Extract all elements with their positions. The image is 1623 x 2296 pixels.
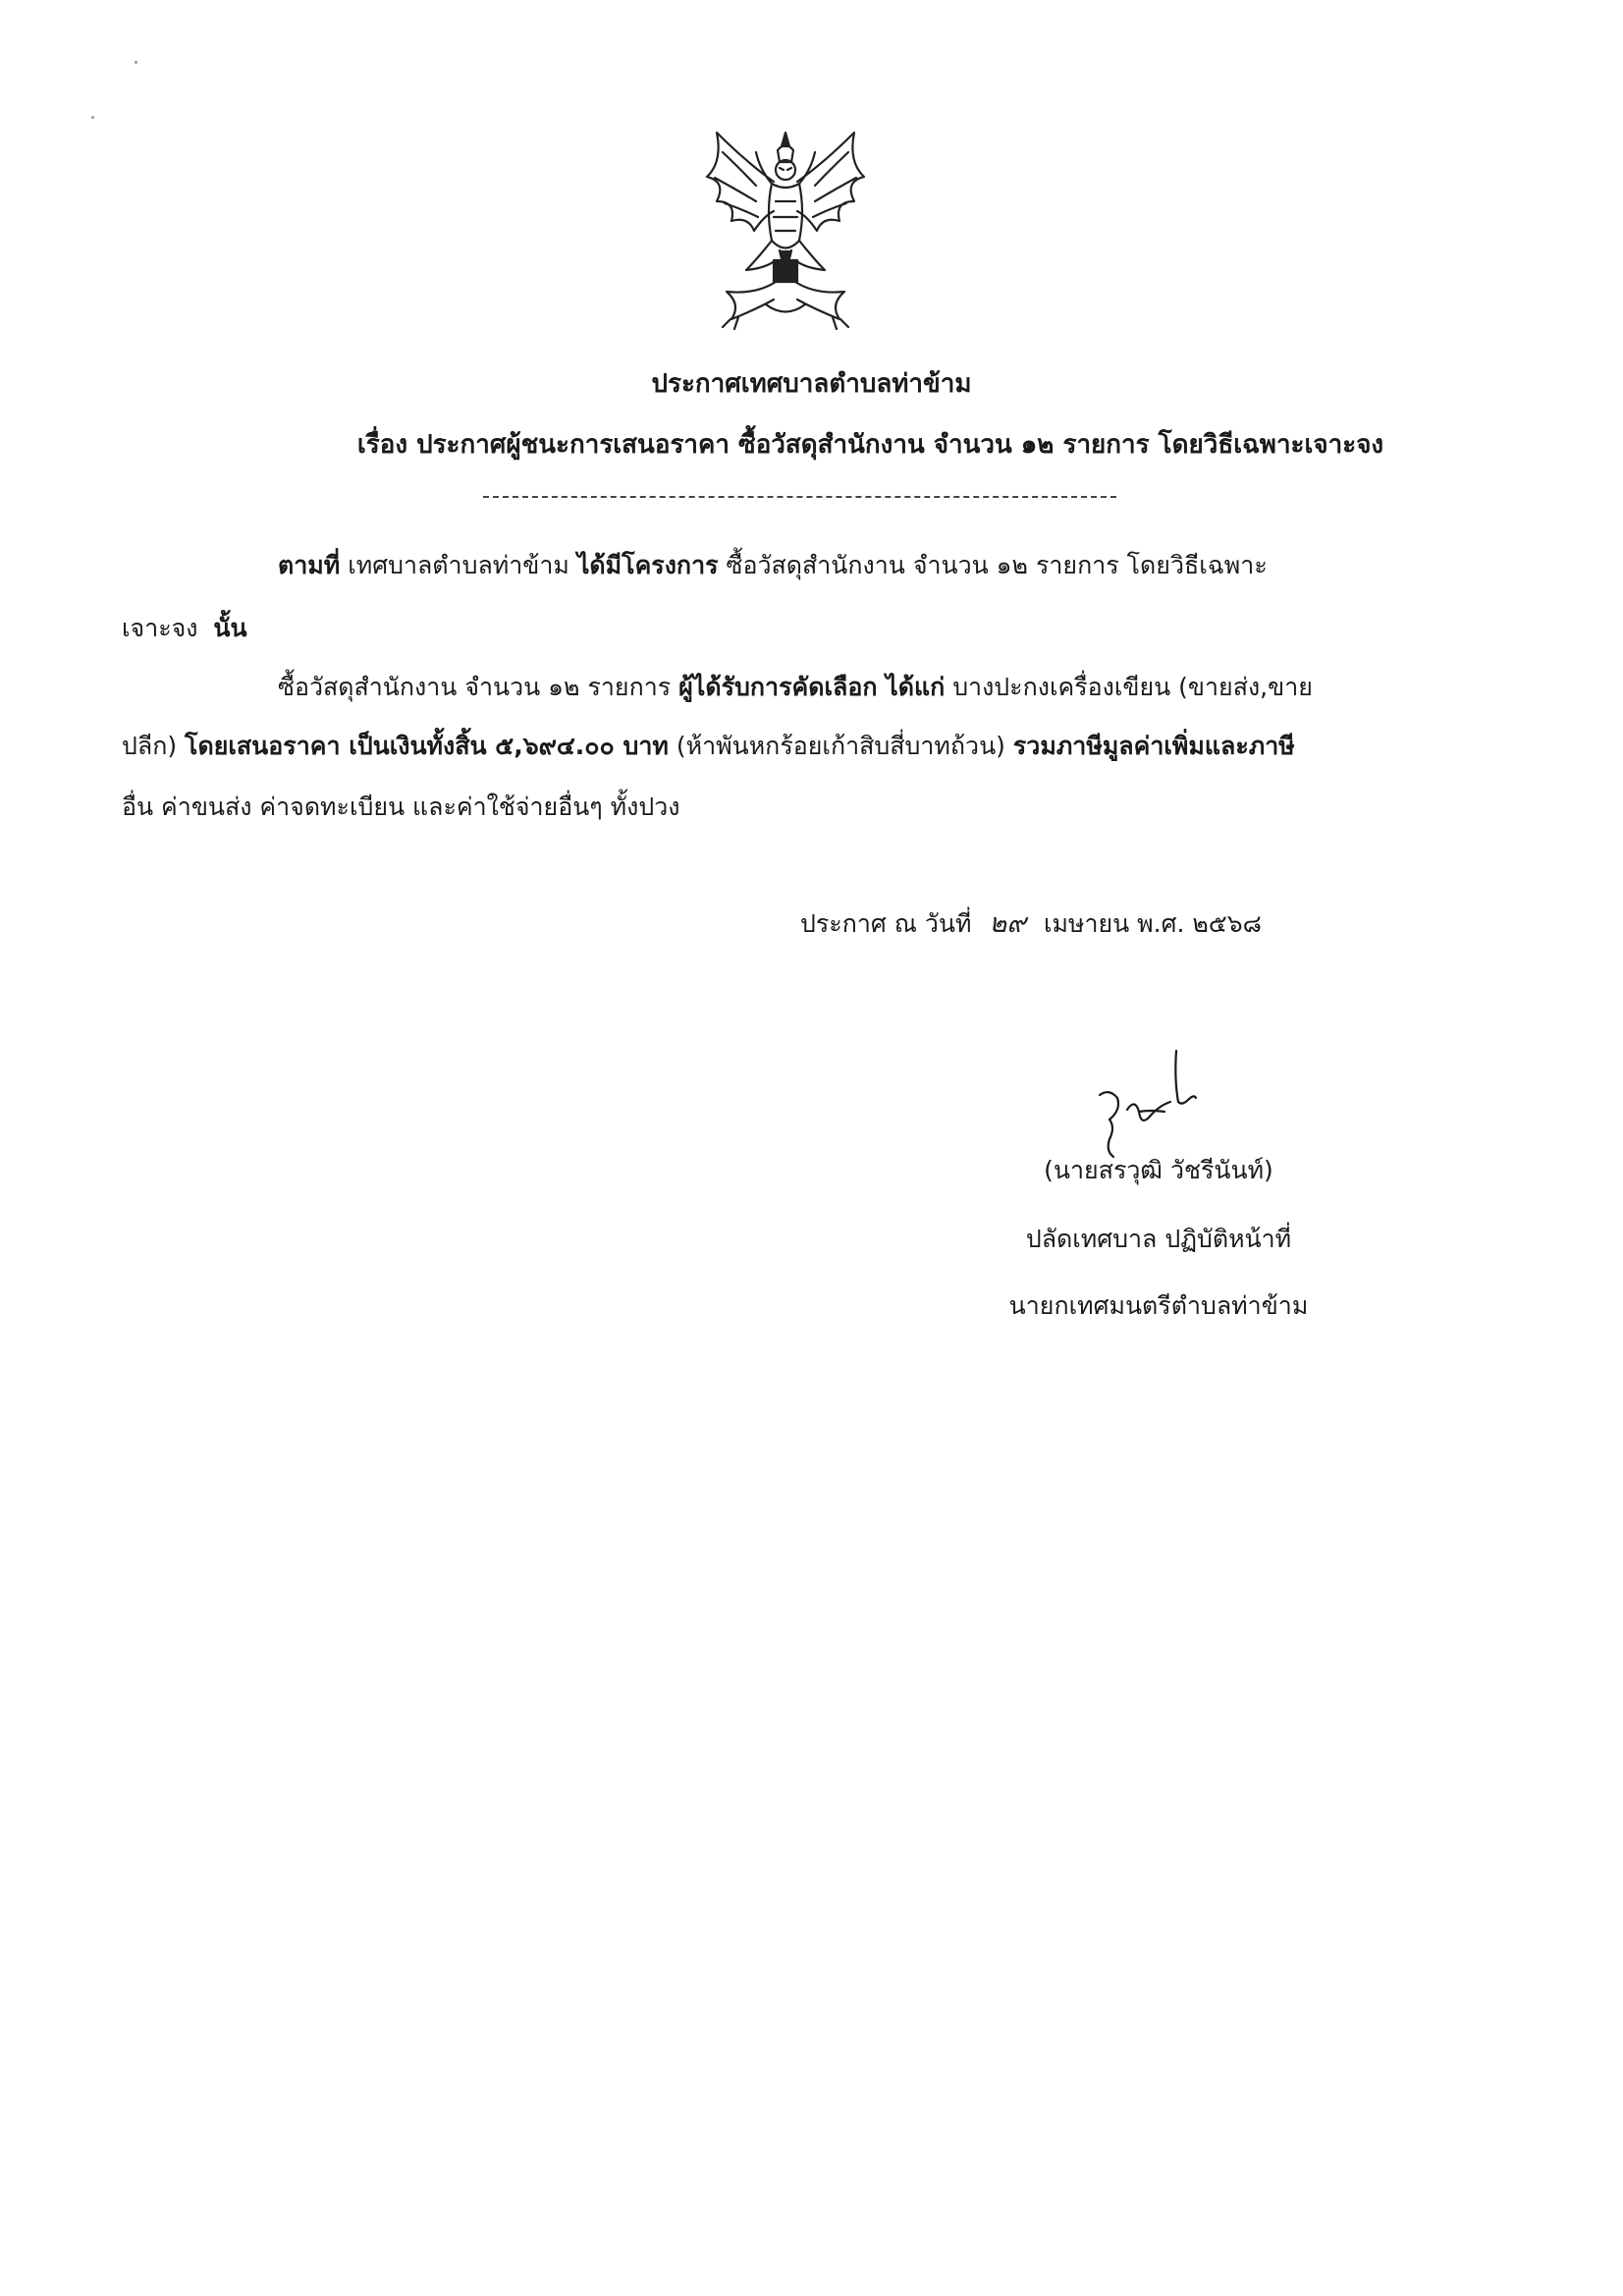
text: เทศบาลตำบลท่าข้าม [348, 551, 569, 579]
date-month-year: เมษายน พ.ศ. ๒๕๖๘ [1043, 909, 1262, 938]
text-bold: ตามที่ [278, 551, 341, 579]
scan-speck [135, 61, 137, 64]
text: ซื้อวัสดุสำนักงาน จำนวน ๑๒ รายการ [278, 673, 672, 701]
signatory-position-2: นายกเทศมนตรีตำบลท่าข้าม [1008, 1291, 1309, 1320]
text-bold: นั้น [213, 614, 247, 642]
scan-speck [91, 116, 94, 119]
text-bold: ได้มีโครงการ [576, 551, 719, 579]
text-bold: ผู้ได้รับการคัดเลือก ได้แก่ [678, 673, 946, 701]
text: บางปะกงเครื่องเขียน (ขายส่ง,ขาย [952, 673, 1313, 701]
paragraph-2-line-3: อื่น ค่าขนส่ง ค่าจดทะเบียน และค่าใช้จ่ายอื่นๆ ทั้งปวง [122, 793, 680, 821]
announcement-date [800, 902, 1262, 944]
announcement-title: ประกาศเทศบาลตำบลท่าข้าม [651, 369, 972, 399]
text: ปลีก) [122, 732, 178, 760]
text: เจาะจง [122, 614, 198, 642]
paragraph-2-line-2 [122, 727, 1295, 766]
text: (ห้าพันหกร้อยเก้าสิบสี่บาทถ้วน) [676, 732, 1005, 760]
signatory-name: (นายสรวุฒิ วัชรีนันท์) [1044, 1156, 1273, 1184]
garuda-emblem-icon [687, 123, 884, 339]
text-bold: โดยเสนอราคา เป็นเงินทั้งสิ้น ๕,๖๙๔.๐๐ บาท [185, 732, 669, 760]
text: ซื้อวัสดุสำนักงาน จำนวน ๑๒ รายการ โดยวิธีเฉพาะ [726, 551, 1268, 579]
date-prefix: ประกาศ ณ วันที่ [800, 909, 972, 938]
paragraph-2-line-1 [278, 668, 1313, 707]
handwritten-day: ๒๙ [989, 908, 1026, 939]
paragraph-1-line-1 [278, 546, 1268, 585]
text-bold: รวมภาษีมูลค่าเพิ่มและภาษี [1012, 732, 1295, 760]
paragraph-1-line-2 [122, 609, 247, 648]
announcement-subject: เรื่อง ประกาศผู้ชนะการเสนอราคา ซื้อวัสดุสำนักงาน จำนวน ๑๒ รายการ โดยวิธีเฉพาะเจาะจง [356, 430, 1384, 460]
signatory-position-1: ปลัดเทศบาล ปฏิบัติหน้าที่ [1025, 1225, 1292, 1253]
dashed-divider [483, 496, 1116, 498]
handwritten-signature [1080, 1041, 1217, 1159]
